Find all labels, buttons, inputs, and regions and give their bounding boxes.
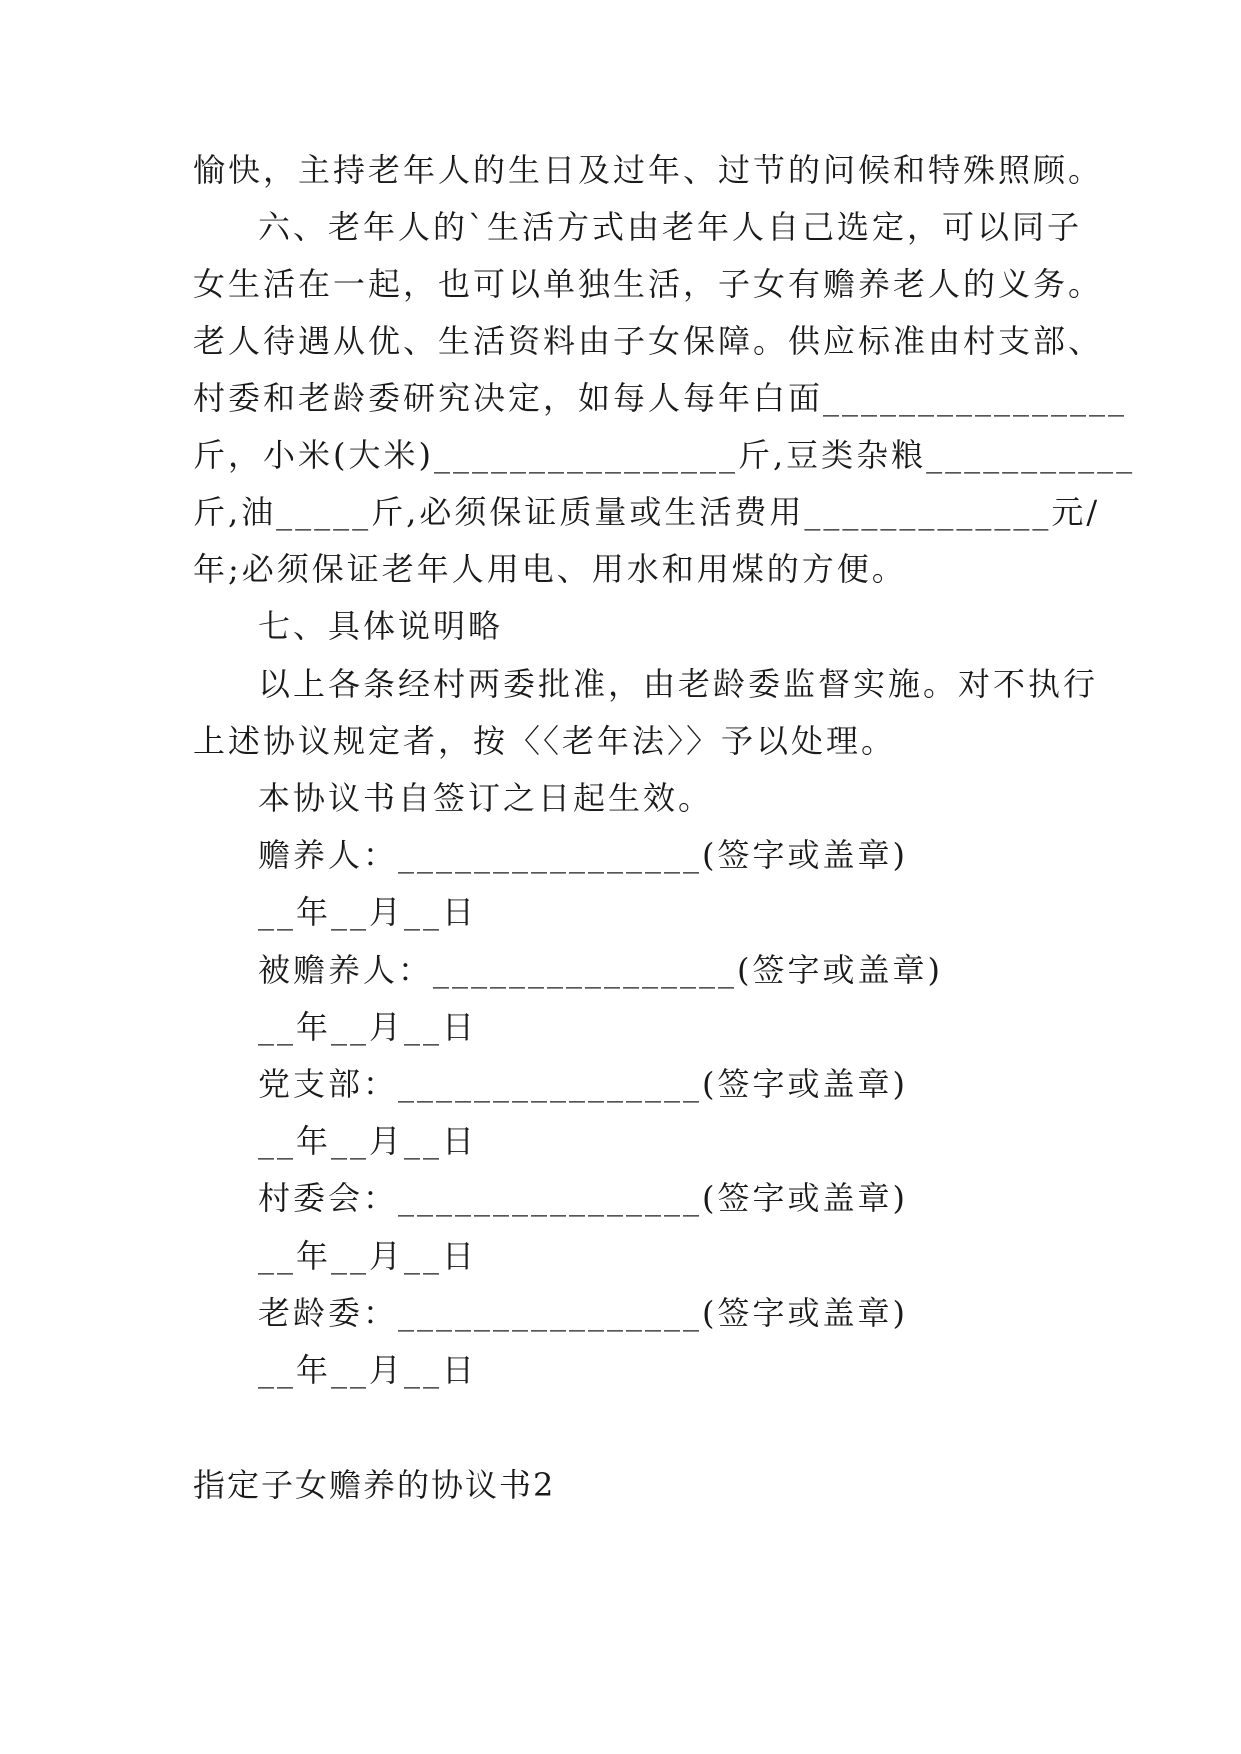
signature-date: __年__月__日 [258, 893, 478, 931]
next-document-title: 指定子女赡养的协议书2 [193, 1466, 556, 1504]
clause-six-line: 六、老年人的`生活方式由老年人自己选定，可以同子 [258, 208, 1083, 246]
body-line: 斤,油_____斤,必须保证质量或生活费用_____________元/ [193, 493, 1101, 531]
body-line: 上述协议规定者，按〈〈老年法〉〉予以处理。 [193, 722, 897, 760]
body-line: 老人待遇从优、生活资料由子女保障。供应标准由村支部、 [193, 322, 1104, 360]
signature-elderly-committee: 老龄委：________________(签字或盖章) [258, 1294, 908, 1332]
signature-date: __年__月__日 [258, 1008, 478, 1046]
body-line: 年;必须保证老年人用电、用水和用煤的方便。 [193, 550, 907, 588]
body-line: 愉快，主持老年人的生日及过年、过节的问候和特殊照顾。 [193, 151, 1104, 189]
body-line: 女生活在一起，也可以单独生活，子女有赡养老人的义务。 [193, 265, 1104, 303]
signature-date: __年__月__日 [258, 1351, 478, 1389]
effective-line: 本协议书自签订之日起生效。 [258, 779, 714, 817]
signature-supporter: 赡养人：________________(签字或盖章) [258, 836, 908, 874]
signature-date: __年__月__日 [258, 1122, 478, 1160]
signature-supported: 被赡养人：________________(签字或盖章) [258, 951, 943, 989]
body-line: 斤，小米(大米)________________斤,豆类杂粮___________ [193, 436, 1136, 474]
signature-date: __年__月__日 [258, 1237, 478, 1275]
body-line: 村委和老龄委研究决定，如每人每年白面________________ [193, 379, 1128, 417]
clause-seven-line: 七、具体说明略 [258, 607, 504, 645]
signature-party-branch: 党支部：________________(签字或盖章) [258, 1065, 908, 1103]
signature-village-committee: 村委会：________________(签字或盖章) [258, 1179, 908, 1217]
body-line: 以上各条经村两委批准，由老龄委监督实施。对不执行 [258, 665, 1099, 703]
